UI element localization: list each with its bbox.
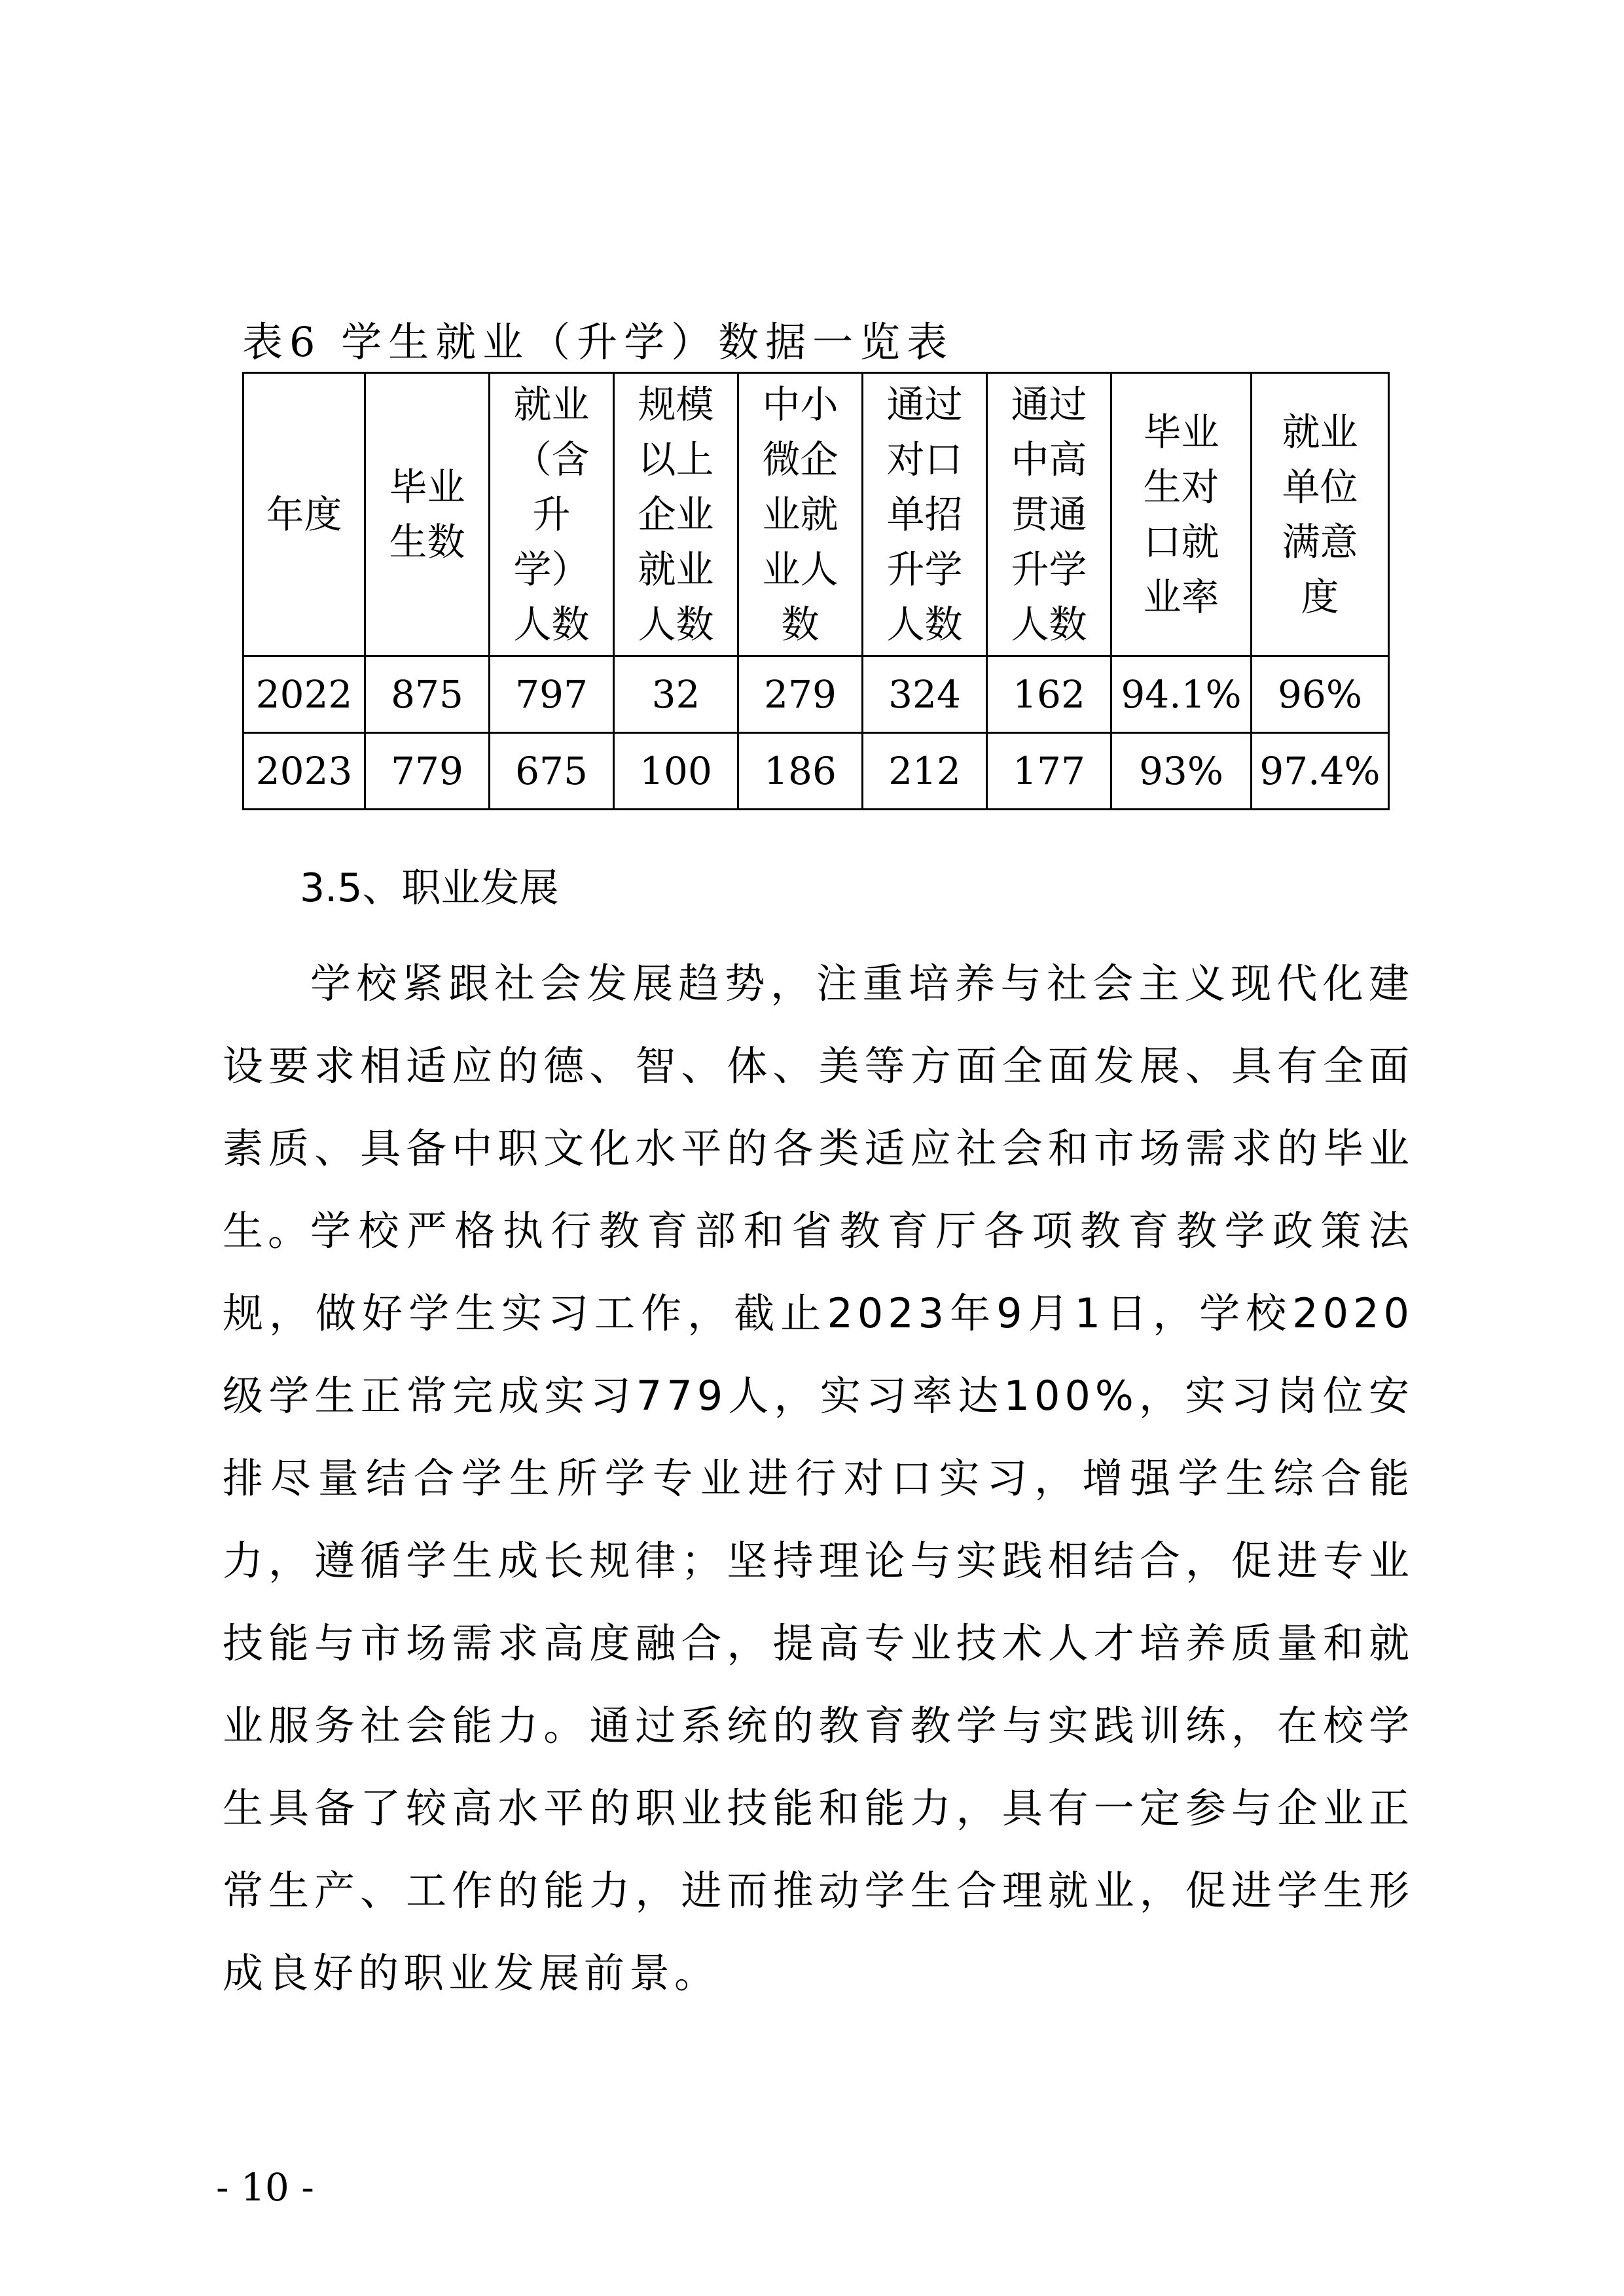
- table-cell: 2022: [244, 656, 365, 733]
- section-heading: 3.5、职业发展: [300, 865, 559, 911]
- header-year: 年度: [244, 373, 365, 656]
- table-cell: 32: [614, 656, 738, 733]
- table-cell: 279: [738, 656, 863, 733]
- table-cell: 162: [987, 656, 1111, 733]
- table-cell: 212: [863, 733, 987, 810]
- table-cell: 94.1%: [1111, 656, 1252, 733]
- table-row: [244, 733, 1389, 810]
- table-cell: 324: [863, 656, 987, 733]
- table-row: [244, 656, 1389, 733]
- table-cell: 100: [614, 733, 738, 810]
- header-single-recruit: 通过对口单招升学人数: [863, 373, 987, 656]
- header-large-enterprise: 规模以上企业就业人数: [614, 373, 738, 656]
- table-cell: 797: [490, 656, 614, 733]
- table-cell: 186: [738, 733, 863, 810]
- table-cell: 675: [490, 733, 614, 810]
- employment-data-table: [242, 372, 1390, 810]
- body-paragraph: 学校紧跟社会发展趋势，注重培养与社会主义现代化建设要求相适应的德、智、体、美等方面全面发展、具有全面素质、具备中职文化水平的各类适应社会和市场需求的毕业生。: [223, 960, 1414, 1255]
- table-cell: 177: [987, 733, 1111, 810]
- table-cell: 779: [365, 733, 490, 810]
- header-satisfaction: 就业单位满意度: [1252, 373, 1389, 656]
- table-cell: 93%: [1111, 733, 1252, 810]
- table-caption: 表6 学生就业（升学）数据一览表: [242, 318, 954, 366]
- page-number: - 10 -: [216, 2165, 314, 2210]
- table-header-row: [244, 373, 1389, 656]
- table-cell: 2023: [244, 733, 365, 810]
- header-match-rate: 毕业生对口就业率: [1111, 373, 1252, 656]
- header-through-program: 通过中高贯通升学人数: [987, 373, 1111, 656]
- table-cell: 96%: [1252, 656, 1389, 733]
- header-sme: 中小微企业就业人数: [738, 373, 863, 656]
- header-graduates: 毕业生数: [365, 373, 490, 656]
- header-employed: 就业（含升学）人数: [490, 373, 614, 656]
- table-cell: 875: [365, 656, 490, 733]
- body-paragraph: 学校严格执行教育部和省教育厅各项教育教学政策法规，做好学生实习工作，截止2023年9月1日，学校2020级学生正常完成实习779人，实习率达100%，实习岗位安排尽量结合学生所学专业进行对口实习，增强学生综合能力，遵循学生成长规律；坚持理论与实践相结合，促进专业技能与市场需求高度融合，提高专业技术人才培养质量和就业服务社会能力。通过系统的教育教学与实践训练，在校学生具备了较高水平的职业技能和能力，具有一定参与企业正常生产、工作的能力，进而推动学生合理就业，促进学生形成良好的职业发展前景。: [223, 1207, 1414, 1997]
- table-cell: 97.4%: [1252, 733, 1389, 810]
